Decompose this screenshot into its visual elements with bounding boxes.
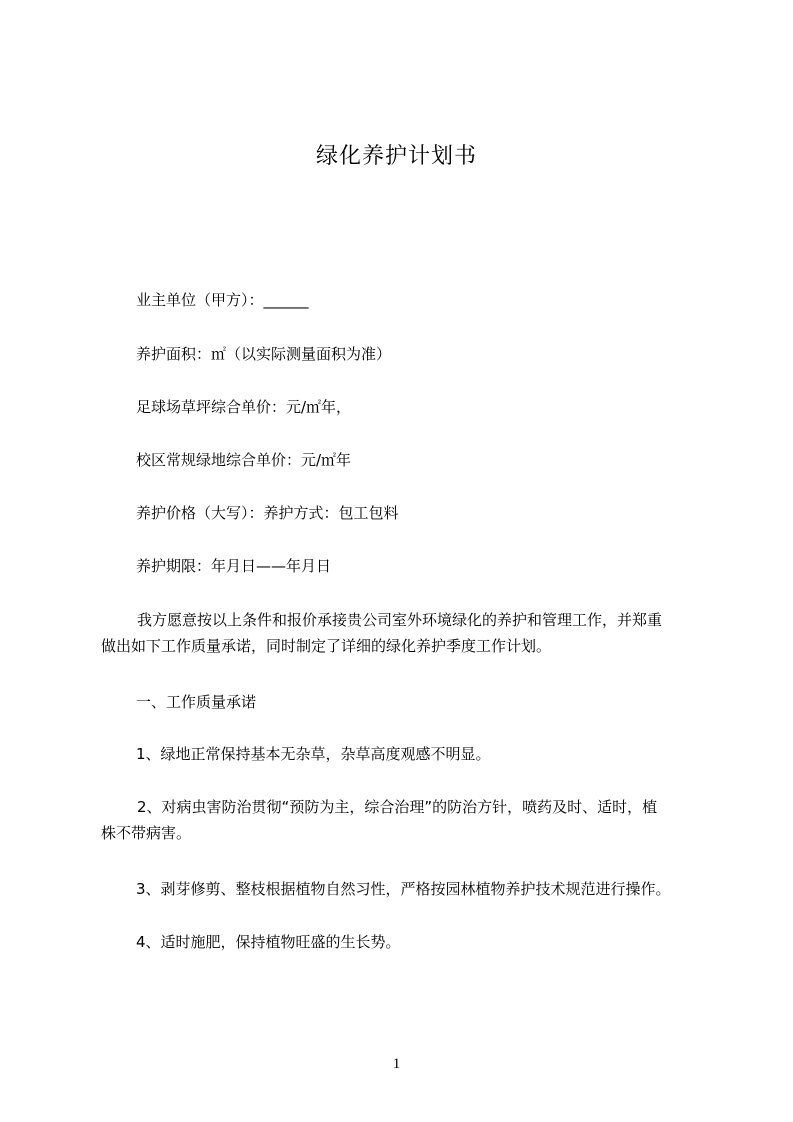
commitment-item-2-line-1: 2、对病虫害防治贯彻“预防为主，综合治理”的防治方针，喷药及时、适时，植: [137, 798, 658, 816]
commitment-item-1: 1、绿地正常保持基本无杂草，杂草高度观感不明显。: [136, 745, 491, 763]
owner-unit-line: 业主单位（甲方）：______: [136, 291, 309, 309]
page-number: 1: [392, 1056, 401, 1072]
commitment-item-2-line-2: 株不带病害。: [101, 824, 192, 842]
football-field-price-line: 足球场草坪综合单价：元/㎡年，: [136, 398, 352, 416]
commitment-item-2: [101, 794, 713, 846]
intro-paragraph-line-2: 做出如下工作质量承诺，同时制定了详细的绿化养护季度工作计划。: [101, 637, 552, 655]
campus-greenland-price-line: 校区常规绿地综合单价：元/㎡年: [136, 451, 352, 469]
maintenance-period-line: 养护期限：年月日——年月日: [136, 557, 332, 575]
intro-paragraph-line-1: 我方愿意按以上条件和报价承接贵公司室外环境绿化的养护和管理工作，并郑重: [137, 611, 663, 629]
intro-paragraph: [101, 607, 713, 659]
document-title: 绿化养护计划书: [315, 144, 477, 169]
section-heading: 一、工作质量承诺: [136, 693, 257, 711]
maintenance-area-line: 养护面积：㎡（以实际测量面积为准）: [136, 345, 392, 363]
maintenance-price-method-line: 养护价格（大写）：养护方式：包工包料: [136, 504, 399, 522]
commitment-item-4: 4、适时施肥，保持植物旺盛的生长势。: [136, 933, 401, 951]
commitment-item-3: 3、剥芽修剪、整枝根据植物自然习性，严格按园林植物养护技术规范进行操作。: [136, 880, 671, 898]
